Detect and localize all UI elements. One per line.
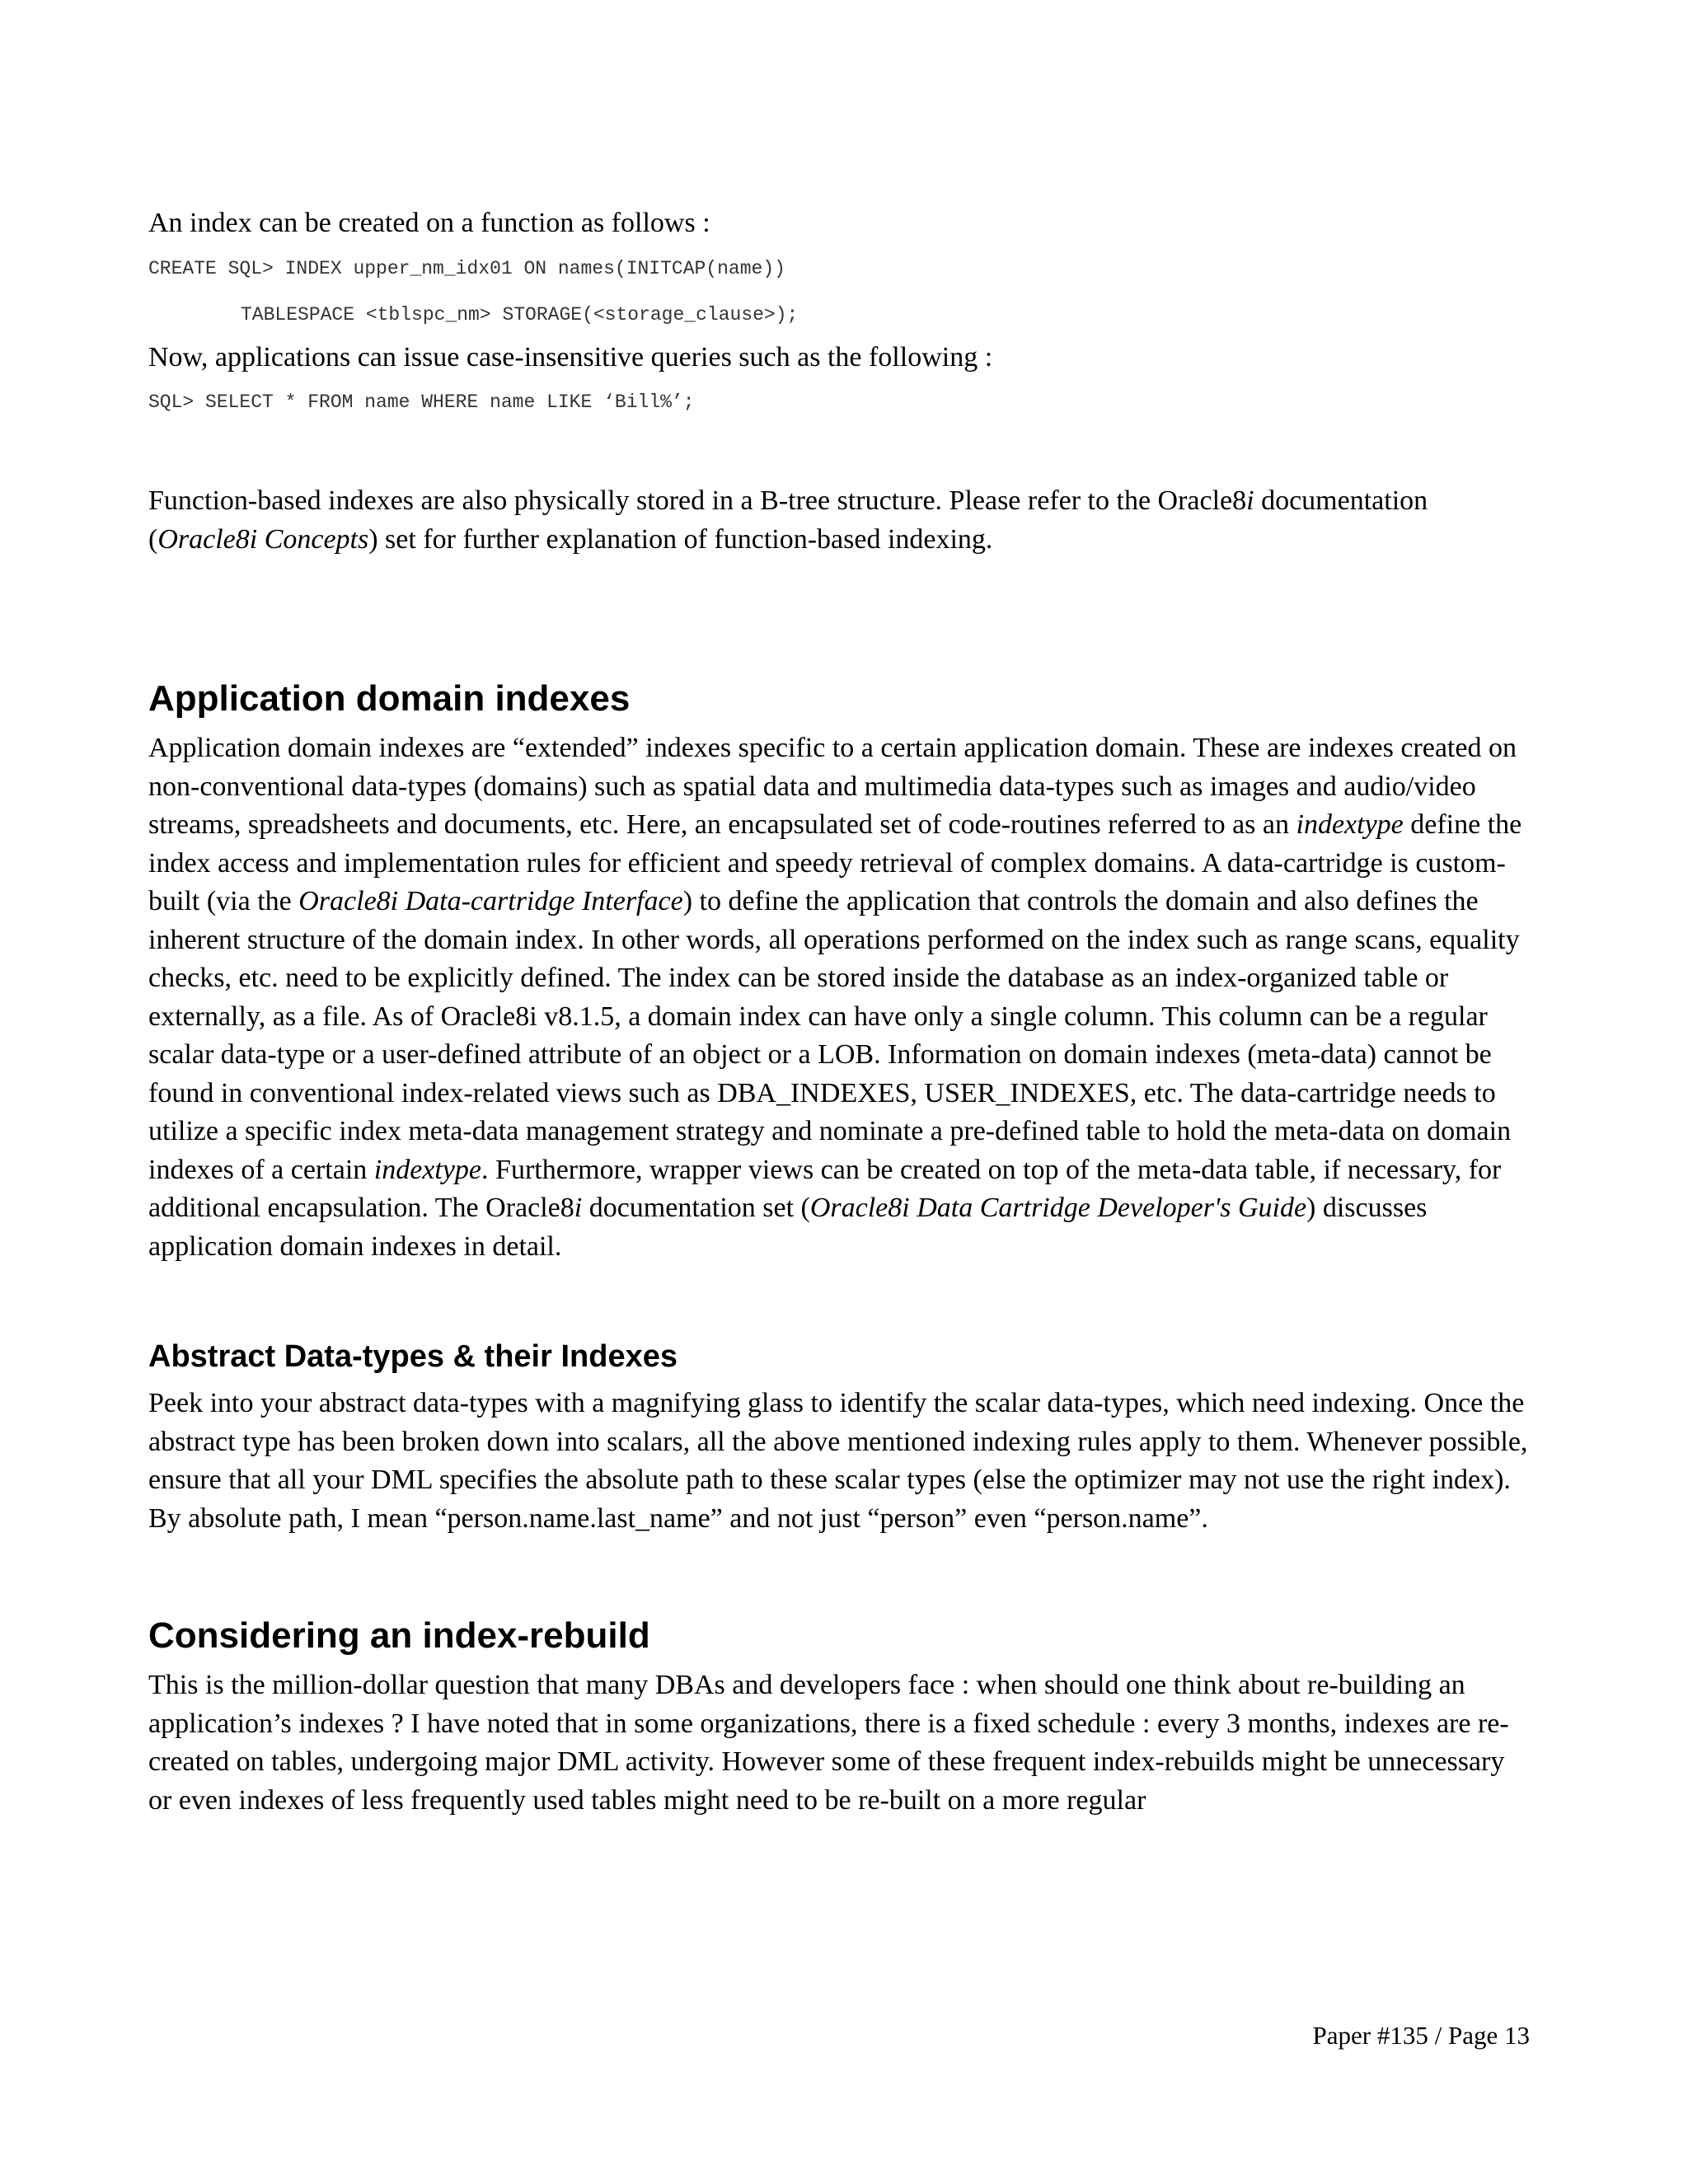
heading-application-domain-indexes: Application domain indexes bbox=[148, 678, 631, 719]
heading-considering-index-rebuild: Considering an index-rebuild bbox=[148, 1615, 650, 1656]
text-run: Application domain indexes are “extended” indexes specific to a certain application domain. These are indexes created on non-conventional data-types (domains) such as spatial data and multimedia data-types such as images and audio/video streams, spreadsheets and documents, etc. Here, an encapsulated set of code-routines referred to as an bbox=[148, 733, 1517, 840]
text-run: . Furthermore, wrapper views can be created on top of the meta-data table, if necessary, for additional encapsulation. The Oracle8 bbox=[148, 1154, 1502, 1223]
function-based-paragraph bbox=[148, 482, 1533, 559]
queries-paragraph: Now, applications can issue case-insensitive queries such as the following : bbox=[148, 341, 993, 373]
text-run: define the index access and implementation rules for efficient and speedy retrieval of complex domains. A data-cartridge is custom-built (via the bbox=[148, 809, 1522, 916]
abstract-data-types-paragraph: Peek into your abstract data-types with a magnifying glass to identify the scalar data-types, which need indexing. Once the abstract type has been broken down into scalars, all the above mentioned indexing rules apply to them. Whenever possible, ensure that all your DML specifies the absolute path to these scalar types (else the optimizer may not use the right index). By absolute path, I mean “person.name.last_name” and not just “person” even “person.name”. bbox=[148, 1388, 1528, 1534]
text-run: documentation set ( bbox=[582, 1193, 810, 1223]
text-run-italic: i bbox=[574, 1193, 583, 1223]
text-run-italic: indextype bbox=[373, 1154, 482, 1185]
application-domain-paragraph bbox=[148, 729, 1533, 1266]
code-line-select: SQL> SELECT * FROM name WHERE name LIKE ‘Bill%’; bbox=[148, 391, 695, 413]
text-run-italic: i bbox=[1246, 485, 1254, 516]
text-run-italic: indextype bbox=[1296, 809, 1404, 840]
text-run: ) discusses application domain indexes in detail. bbox=[148, 1193, 1428, 1262]
text-run-italic: Oracle8i Concepts bbox=[157, 523, 369, 555]
text-run: ) to define the application that controls the domain and also defines the inherent structure of the domain index. In other words, all operations performed on the index such as range scans, equality checks, etc. need to be explicitly defined. The index can be stored inside the database as an index-organized table or externally, as a file. As of Oracle8i v8.1.5, a domain index can have only a single column. This column can be a regular scalar data-type or a user-defined attribute of an object or a LOB. Information on domain indexes (meta-data) cannot be found in conventional index-related views such as DBA_INDEXES, USER_INDEXES, etc. The data-cartridge needs to utilize a specific index meta-data management strategy and nominate a pre-defined table to hold the meta-data on domain indexes of a certain bbox=[148, 886, 1520, 1185]
index-rebuild-paragraph: This is the million-dollar question that many DBAs and developers face : when should one think about re-building an application’s indexes ? I have noted that in some organizations, there is a fixed schedule : every 3 months, indexes are re-created on tables, undergoing major DML activity. However some of these frequent index-rebuilds might be unnecessary or even indexes of less frequently used tables might need to be re-built on a more regular bbox=[148, 1670, 1509, 1816]
code-line-tablespace: TABLESPACE <tblspc_nm> STORAGE(<storage_clause>); bbox=[241, 303, 799, 326]
intro-paragraph: An index can be created on a function as follows : bbox=[148, 208, 710, 238]
text-run-italic: Oracle8i Data Cartridge Developer's Guide bbox=[809, 1193, 1307, 1223]
page-footer: Paper #135 / Page 13 bbox=[1312, 2021, 1530, 2050]
text-run: documentation ( bbox=[148, 485, 1428, 555]
text-run-italic: Oracle8i Data-cartridge Interface bbox=[298, 886, 683, 916]
heading-abstract-data-types: Abstract Data-types & their Indexes bbox=[148, 1339, 678, 1374]
page-content bbox=[148, 204, 1533, 1820]
code-line-create-index: CREATE SQL> INDEX upper_nm_idx01 ON names(INITCAP(name)) bbox=[148, 257, 785, 279]
text-run: ) set for further explanation of function-based indexing. bbox=[368, 523, 993, 555]
text-run: Function-based indexes are also physically stored in a B-tree structure. Please refer to the Oracle8 bbox=[148, 485, 1247, 516]
